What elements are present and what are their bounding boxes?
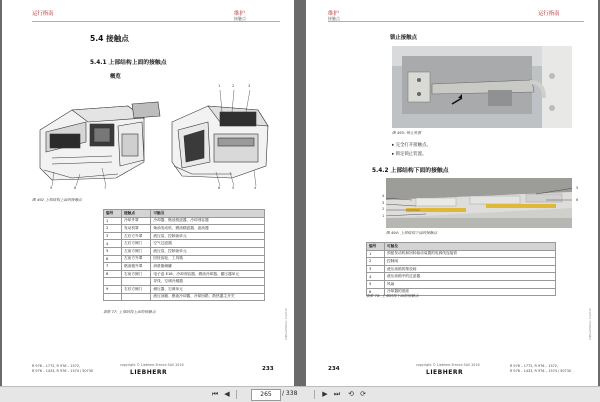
section-title: 5.4 接触点 (90, 34, 129, 43)
right-page (306, 0, 598, 386)
cell-contact-point: 左后方侧门 (122, 240, 151, 248)
instruction-2-text: 锁定锁止装置。 (395, 152, 427, 157)
toolbar-separator (314, 390, 315, 399)
liebherr-logo: LIEBHERR (130, 369, 168, 376)
footer-copyright: copyright © Liebherr-France SAS 2018 (120, 363, 184, 367)
subsection-title: 5.4.1 上部结构上面的接触点 (90, 60, 167, 66)
footer-model-line-2: R 976 – 1433, R 976 – 1574 / 50730 (510, 369, 572, 373)
cell-accessible: 回转齿轮、工具箱 (151, 255, 265, 263)
cell-accessible: 冷却器的底座 (385, 288, 556, 296)
previous-page-button[interactable]: ◀ (224, 390, 230, 398)
figure-493-caption: 图 493: 锁止装置 (392, 131, 422, 135)
cell-number: 4 (104, 240, 122, 248)
callout-5: 5 (576, 186, 579, 190)
cell-accessible: 风扇 (385, 280, 556, 288)
figure-492-caption: 图 492 上部结构上面的接触点 (32, 198, 82, 202)
instruction-1-text: 完全打开接触点。 (395, 143, 431, 148)
cell-accessible: 液压泵、控制油单元 (151, 232, 265, 240)
table-header-row (367, 243, 556, 251)
cell-accessible-continued: 导线、空调冷凝器 (151, 278, 265, 286)
history-back-icon[interactable]: ⟲ (348, 390, 354, 398)
table-row-continuation (104, 278, 265, 286)
col-header-accessible: 可触及 (151, 210, 265, 218)
cell-accessible: 电子盒 E16、冷却剂容器、燃油冷却器、蓄压器单元 (151, 270, 265, 278)
col-header-accessible: 可触及 (385, 243, 556, 251)
pdf-viewer-toolbar (0, 386, 600, 402)
cell-contact-point: 右后方侧门 (122, 285, 151, 293)
instruction-1: ▸ 完全打开接触点。 (392, 143, 431, 148)
table-row (367, 273, 556, 281)
cell-number: 6 (104, 255, 122, 263)
footer-model-line-1: R 976 – 1772, R 976 – 1572, (32, 364, 81, 368)
table-row (367, 280, 556, 288)
callout-6: 6 (576, 198, 579, 202)
contact-points-table-78 (366, 242, 556, 296)
locking-device-photo (392, 46, 572, 128)
callout-8: 8 (74, 186, 77, 190)
table-78-caption: 表格 78: 上部结构下面的接触点 (366, 294, 419, 298)
callout-2: 2 (382, 207, 385, 211)
cell-contact-point: 燃油箱外罩 (122, 263, 151, 271)
page-number: 233 (262, 366, 274, 372)
running-header-left: 维护 (328, 11, 339, 17)
cell-number: 7 (104, 263, 122, 271)
table-77-caption: 表格 77: 上部结构上面的接触点 (103, 310, 156, 314)
table-row (367, 258, 556, 266)
cell-number: 5 (104, 247, 122, 255)
instruction-2: ▸ 锁定锁止装置。 (392, 152, 427, 157)
cell-number: 3 (104, 232, 122, 240)
table-row (104, 270, 265, 278)
cell-contact-point: 发动机罩 (122, 225, 151, 233)
cell-number: 2 (104, 225, 122, 233)
liebherr-logo: LIEBHERR (426, 369, 464, 376)
contact-points-table-77 (103, 209, 265, 301)
cell-number: 1 (104, 217, 122, 225)
callout-7: 7 (104, 186, 107, 190)
callout-2: 2 (232, 84, 235, 88)
col-header-number: 编号 (104, 210, 122, 218)
cell-accessible: 預留发动机和回转驱动装置的电源线连接管 (385, 250, 556, 258)
cell-accessible: 冷却器、燃油预滤器、冷却剂容器 (151, 217, 265, 225)
footer-copyright: copyright © Liebherr-France SAS 2018 (416, 363, 480, 367)
callout-4: 4 (382, 194, 385, 198)
running-header-left: 运行指南 (32, 11, 54, 17)
table-header-row (104, 210, 265, 218)
cell-accessible: 润滑脂储罐 (151, 263, 265, 271)
table-row (104, 263, 265, 271)
table-row (104, 240, 265, 248)
header-rule (32, 21, 280, 22)
cell-number: 6 (367, 288, 385, 296)
cell-number: 9 (104, 285, 122, 293)
cell-number: 3 (367, 265, 385, 273)
cell-accessible: 液压泵、控制油单元 (151, 247, 265, 255)
left-page (2, 0, 294, 386)
lock-contact-point-title: 锁止接触点 (390, 35, 417, 41)
callout-9: 9 (50, 186, 53, 190)
table-row (367, 250, 556, 258)
col-header-number: 编号 (367, 243, 385, 251)
callout-3: 3 (382, 201, 385, 205)
callout-1: 1 (382, 214, 385, 218)
cell-accessible-continued: 液压油箱、燃油冷却器、冷却回路、散热器主开关 (151, 293, 265, 301)
side-code: LHB/en/Edition: 10/2018 (589, 308, 592, 340)
cell-contact-point: 左后方外罩 (122, 232, 151, 240)
table-row (104, 225, 265, 233)
callout-6: 6 (218, 186, 221, 190)
history-forward-icon[interactable]: ⟳ (360, 390, 366, 398)
cell-accessible: 空气过滤器 (151, 240, 265, 248)
cell-accessible: 控制阀 (385, 258, 556, 266)
cell-contact-point: 右前方侧门 (122, 270, 151, 278)
page-number: 234 (328, 366, 340, 372)
callout-4: 4 (254, 186, 257, 190)
running-header-right: 维护 (234, 11, 245, 17)
table-row-continuation (104, 293, 265, 301)
callout-3: 3 (248, 84, 251, 88)
underside-contact-points-photo (386, 178, 572, 228)
total-pages-label: / 338 (282, 390, 298, 397)
table-row (104, 232, 265, 240)
cell-accessible: 储压器、空调单元 (151, 285, 265, 293)
table-row (104, 247, 265, 255)
header-rule (328, 21, 584, 22)
excavator-right-drawing (172, 106, 268, 178)
first-page-button[interactable]: ⏮ (211, 390, 219, 398)
running-header-sub: 接触点 (328, 16, 340, 21)
cell-number: 5 (367, 280, 385, 288)
subsection-title: 5.4.2 上部结构下面的接触点 (372, 168, 449, 174)
cell-accessible: 液压油箱中的过滤器 (385, 273, 556, 281)
cell-number: 8 (104, 270, 122, 278)
cell-contact-point: 冷却外罩 (122, 217, 151, 225)
table-row (104, 255, 265, 263)
running-header-right: 运行指南 (538, 11, 560, 17)
cell-contact-point: 左前方侧门 (122, 247, 151, 255)
cell-number: 1 (367, 250, 385, 258)
table-row (367, 265, 556, 273)
col-header-contact-point: 接触点 (122, 210, 151, 218)
cell-number: 4 (367, 273, 385, 281)
table-row (104, 217, 265, 225)
last-page-button[interactable]: ⏭ (333, 390, 341, 398)
cell-contact-point: 左前方外罩 (122, 255, 151, 263)
excavator-upper-structure-figure (32, 82, 272, 194)
cell-number: 2 (367, 258, 385, 266)
toolbar-separator (236, 390, 237, 399)
footer-model-line-2: R 976 – 1433, R 976 – 1574 / 50730 (32, 369, 94, 373)
table-row (104, 285, 265, 293)
cell-accessible: 液压油箱的排放阀 (385, 265, 556, 273)
callout-5: 5 (232, 186, 235, 190)
excavator-left-drawing (40, 102, 160, 180)
figure-494-caption: 图 494: 上部结构下面的接触点 (386, 231, 438, 235)
cell-accessible: 柴油发动机、燃油精滤器、滤油器 (151, 225, 265, 233)
next-page-button[interactable]: ▶ (322, 390, 328, 398)
callout-1: 1 (218, 84, 221, 88)
side-code: LHB/en/Edition: 10/2018 (285, 308, 288, 340)
page-number-input[interactable]: 265 (251, 389, 281, 401)
footer-model-line-1: R 976 – 1772, R 976 – 1572, (510, 364, 559, 368)
running-header-sub: 接触点 (234, 16, 246, 21)
overview-label: 概览 (110, 74, 121, 80)
